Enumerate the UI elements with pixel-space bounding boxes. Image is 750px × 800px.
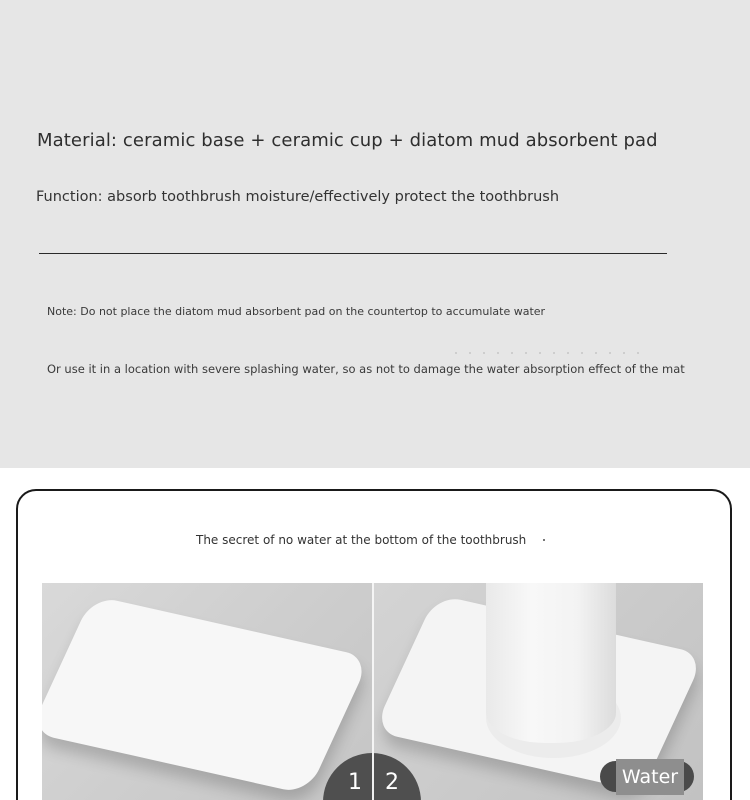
- absorbent-pad-image: [42, 595, 371, 794]
- material-text: Material: ceramic base + ceramic cup + diatom mud absorbent pad: [37, 130, 658, 151]
- function-text: Function: absorb toothbrush moisture/effectively protect the toothbrush: [36, 189, 560, 205]
- decorative-dot: [543, 539, 545, 541]
- ceramic-cup-image: [486, 583, 616, 743]
- note-text: Note: Do not place the diatom mud absorbent pad on the countertop to accumulate water: [47, 305, 546, 318]
- step-number-2: 2: [385, 770, 399, 795]
- photo-pad-only: [42, 583, 372, 800]
- comparison-title: The secret of no water at the bottom of the toothbrush: [196, 533, 527, 547]
- step-number-1: 1: [348, 770, 362, 795]
- note-text-continued: Or use it in a location with severe splashing water, so as not to damage the water absorption effect of the mat: [47, 362, 685, 376]
- divider-line: [39, 253, 667, 254]
- step-number-divider: [372, 753, 374, 800]
- water-label: Water: [616, 759, 684, 795]
- faint-artifact: [455, 352, 650, 354]
